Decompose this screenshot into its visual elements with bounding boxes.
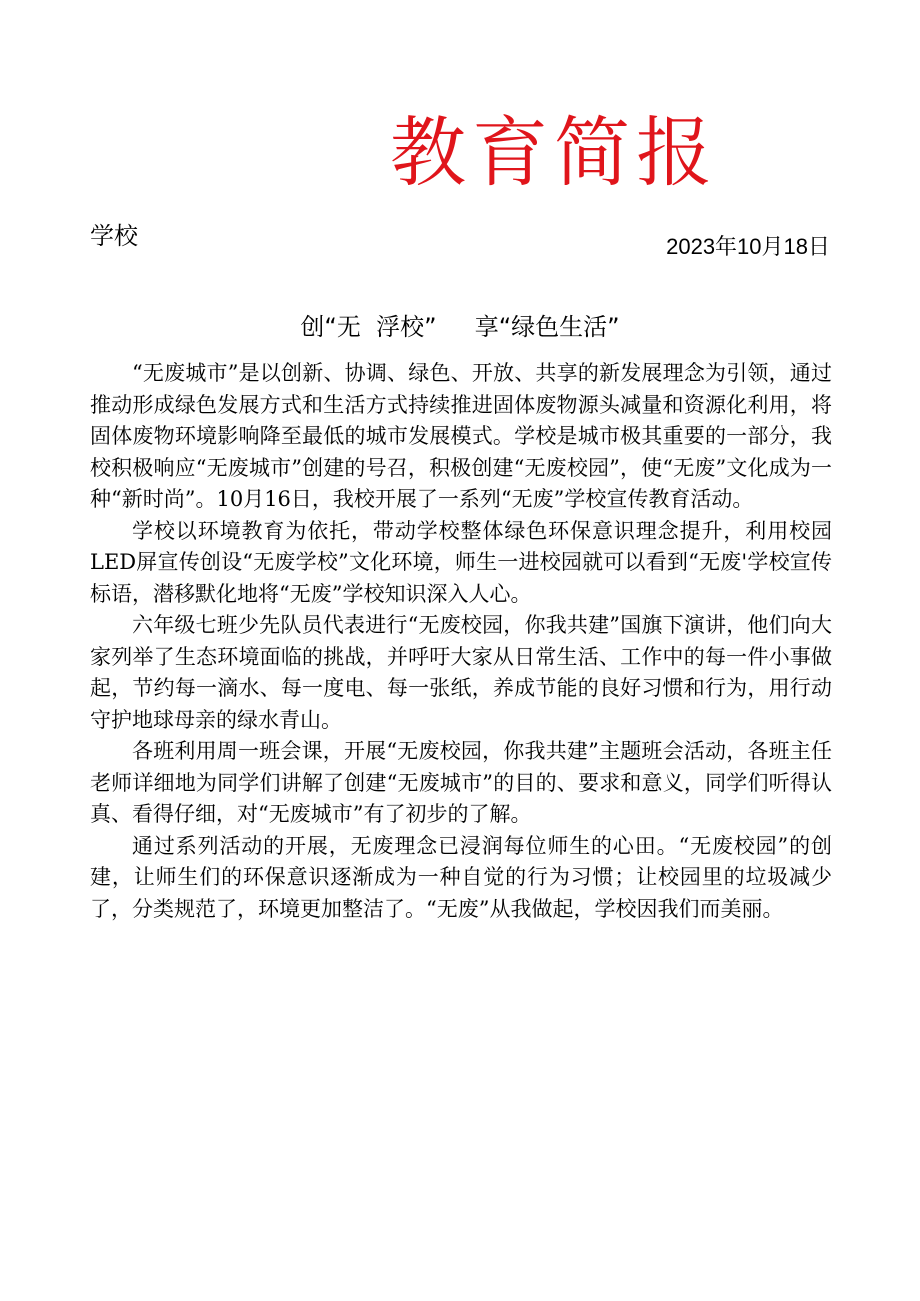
article-paragraph: 通过系列活动的开展，无废理念已浸润每位师生的心田。“无废校园”的创建，让师生们的环保意识逐渐成为一种自觉的行为习惯；让校园里的垃圾减少了，分类规范了，环境更加整洁了。“无废”从我做起，学校因我们而美丽。 (90, 833, 832, 921)
article-paragraph: 六年级七班少先队员代表进行“无废校园，你我共建”国旗下演讲，他们向大家列举了生态环境面临的挑战，并呼吁大家从日常生活、工作中的每一件小事做起，节约每一滴水、每一度电、每一张纸，养成节能的良好习惯和行为，用行动守护地球母亲的绿水青山。 (90, 613, 832, 732)
article-headline: 创“无 浮校” 享“绿色生活” (300, 313, 620, 341)
masthead-title: 教育简报 (390, 108, 718, 197)
article-paragraph: “无废城市”是以创新、协调、绿色、开放、共享的新发展理念为引领，通过推动形成绿色发展方式和生活方式持续推进固体废物源头减量和资源化利用，将固体废物环境影响降至最低的城市发展模式。学校是城市极其重要的一部分，我校积极响应“无废城市”创建的号召，积极创建“无废校园”，使“无废”文化成为一种“新时尚”。10月16日，我校开展了一系列“无废”学校宣传教育活动。 (90, 361, 832, 511)
article-body (90, 358, 832, 925)
publish-date: 2023年10月18日 (666, 234, 830, 259)
article-paragraph: 各班利用周一班会课，开展“无废校园，你我共建”主题班会活动，各班主任老师详细地为同学们讲解了创建“无废城市”的目的、要求和意义，同学们听得认真、看得仔细，对“无废城市”有了初步的了解。 (90, 739, 832, 826)
article-paragraph: 学校以环境教育为依托，带动学校整体绿色环保意识理念提升，利用校园LED屏宣传创设“无废学校”文化环境，师生一进校园就可以看到“无废'学校宣传标语，潜移默化地将“无废”学校知识深入人心。 (90, 518, 832, 606)
school-name: 学校 (90, 222, 138, 250)
